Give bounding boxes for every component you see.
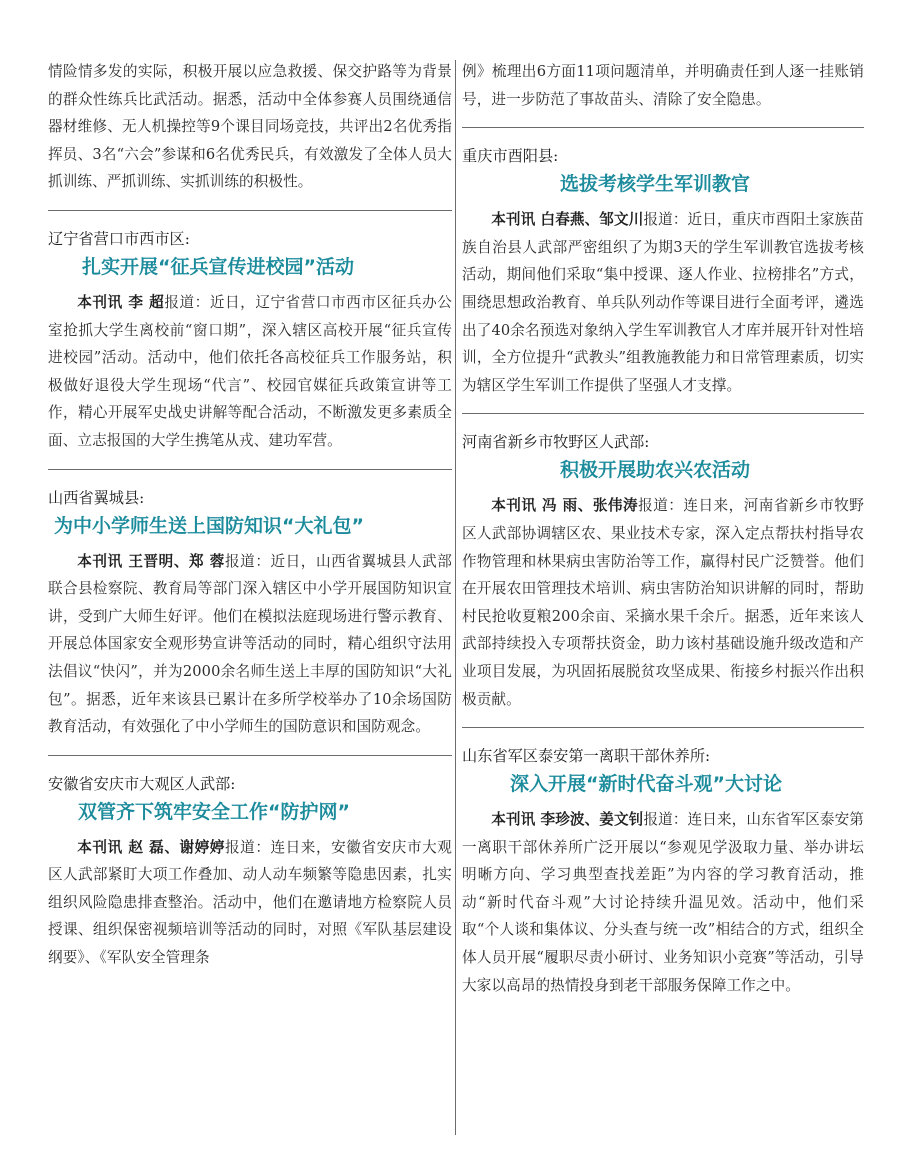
article-region: 安徽省安庆市大观区人武部: (48, 774, 236, 793)
article-byline: 本刊讯 冯 雨、张伟涛 (491, 497, 639, 515)
left-column (48, 58, 452, 1137)
article-headline: 选拔考核学生军训教官 (560, 173, 751, 196)
article-byline: 本刊讯 李珍波、姜文钊 (491, 811, 644, 829)
article-liaoning (48, 227, 452, 455)
article-text: 报道：近日，重庆市酉阳土家族苗族自治县人武部严密组织了为期3天的学生军训教官选拔考核活动，期间他们采取“集中授课、逐人作业、拉榜排名”方式，围绕思想政治教育、单兵队列动作等课目进行全面考评，遴选出了40余名预选对象纳入学生军训教官人才库并展开针对性培训，全方位提升“武教头”组教施教能力和日常管理素质，切实为辖区学生军训工作提供了坚强人才支撑。 (462, 211, 864, 394)
right-continuation-text: 例》梳理出6方面11项问题清单，并明确责任到人逐一挂账销号，进一步防范了事故苗头、清除了安全隐患。 (462, 63, 864, 108)
article-shandong (462, 744, 864, 999)
left-continuation-text: 情险情多发的实际，积极开展以应急救援、保交护路等为背景的群众性练兵比武活动。据悉，活动中全体参赛人员围绕通信器材维修、无人机操控等9个课目同场竞技，共评出2名优秀指挥员、3名“六会”参谋和6名优秀民兵，有效激发了全体人员大抓训练、严抓训练、实抓训练的积极性。 (48, 63, 452, 191)
article-henan (462, 430, 864, 713)
article-body (48, 548, 452, 741)
section-rule (462, 127, 864, 128)
article-body (462, 206, 864, 399)
article-headline: 深入开展“新时代奋斗观”大讨论 (510, 773, 782, 796)
article-byline: 本刊讯 赵 磊、谢婷婷 (77, 838, 225, 856)
article-region: 辽宁省营口市西市区: (48, 229, 190, 248)
section-rule (462, 727, 864, 728)
article-body (462, 492, 864, 713)
article-shanxi (48, 486, 452, 741)
section-rule (48, 755, 452, 756)
article-text: 报道：近日，山西省翼城县人武部联合县检察院、教育局等部门深入辖区中小学开展国防知识宣讲，受到广大师生好评。他们在模拟法庭现场进行警示教育、开展总体国家安全观形势宣讲等活动的同时，精心组织守法用法倡议“快闪”，并为2000余名师生送上丰厚的国防知识“大礼包”。据悉，近年来该县已累计在多所学校举办了10余场国防教育活动，有效强化了中小学师生的国防意识和国防观念。 (48, 552, 452, 736)
article-text: 报道：连日来，安徽省安庆市大观区人武部紧盯大项工作叠加、动人动车频繁等隐患因素，扎实组织风险隐患排查整治。活动中，他们在邀请地方检察院人员授课、组织保密视频培训等活动的同时，对照《军队基层建设纲要》、《军队安全管理条 (48, 838, 452, 967)
article-headline: 为中小学师生送上国防知识“大礼包” (54, 514, 364, 537)
article-headline: 双管齐下筑牢安全工作“防护网” (78, 800, 350, 823)
article-byline: 本刊讯 白春燕、邹文川 (491, 211, 644, 229)
article-byline: 本刊讯 王晋明、郑 蓉 (77, 552, 225, 570)
article-body (462, 806, 864, 999)
article-region: 山东省军区泰安第一离职干部休养所: (462, 747, 711, 766)
article-text: 报道：连日来，山东省军区泰安第一离职干部休养所广泛开展以“参观见学汲取力量、举办讲坛明晰方向、学习典型查找差距”为内容的学习教育活动，推动“新时代奋斗观”大讨论持续升温见效。活动中，他们采取“个人谈和集体议、分头查与统一改”相结合的方式，组织全体人员开展“履职尽责小研讨、业务知识小竞赛”等活动，引导大家以高昂的热情投身到老干部服务保障工作之中。 (462, 811, 864, 994)
article-headline: 扎实开展“征兵宣传进校园”活动 (82, 255, 354, 278)
article-text: 报道：连日来，河南省新乡市牧野区人武部协调辖区农、果业技术专家，深入定点帮扶村指导农作物管理和林果病虫害防治等工作，赢得村民广泛赞誉。他们在开展农田管理技术培训、病虫害防治知识讲解的同时，帮助村民抢收夏粮200余亩、采摘水果千余斤。据悉，近年来该人武部持续投入专项帮扶资金，助力该村基础设施升级改造和产业项目发展，为巩固拓展脱贫攻坚成果、衔接乡村振兴作出积极贡献。 (462, 497, 864, 708)
article-anhui (48, 772, 452, 972)
article-region: 重庆市酉阳县: (462, 147, 559, 166)
article-region: 河南省新乡市牧野区人武部: (462, 433, 650, 452)
article-body (48, 834, 452, 972)
article-chongqing (462, 144, 864, 399)
section-rule (48, 469, 452, 470)
article-headline: 积极开展助农兴农活动 (560, 459, 751, 482)
column-divider (455, 60, 456, 1135)
article-body (48, 289, 452, 455)
article-byline: 本刊讯 李 超 (77, 293, 165, 311)
article-region: 山西省翼城县: (48, 488, 145, 507)
right-column (462, 58, 864, 1137)
article-text: 报道：近日，辽宁省营口市西市区征兵办公室抢抓大学生离校前“窗口期”，深入辖区高校开展“征兵宣传进校园”活动。活动中，他们依托各高校征兵工作服务站，积极做好退役大学生现场“代言”、校园官媒征兵政策宣讲等工作，精心开展军史战史讲解等配合活动，不断激发更多素质全面、立志报国的大学生携笔从戎、建功军营。 (48, 293, 452, 449)
section-rule (462, 413, 864, 414)
section-rule (48, 210, 452, 211)
